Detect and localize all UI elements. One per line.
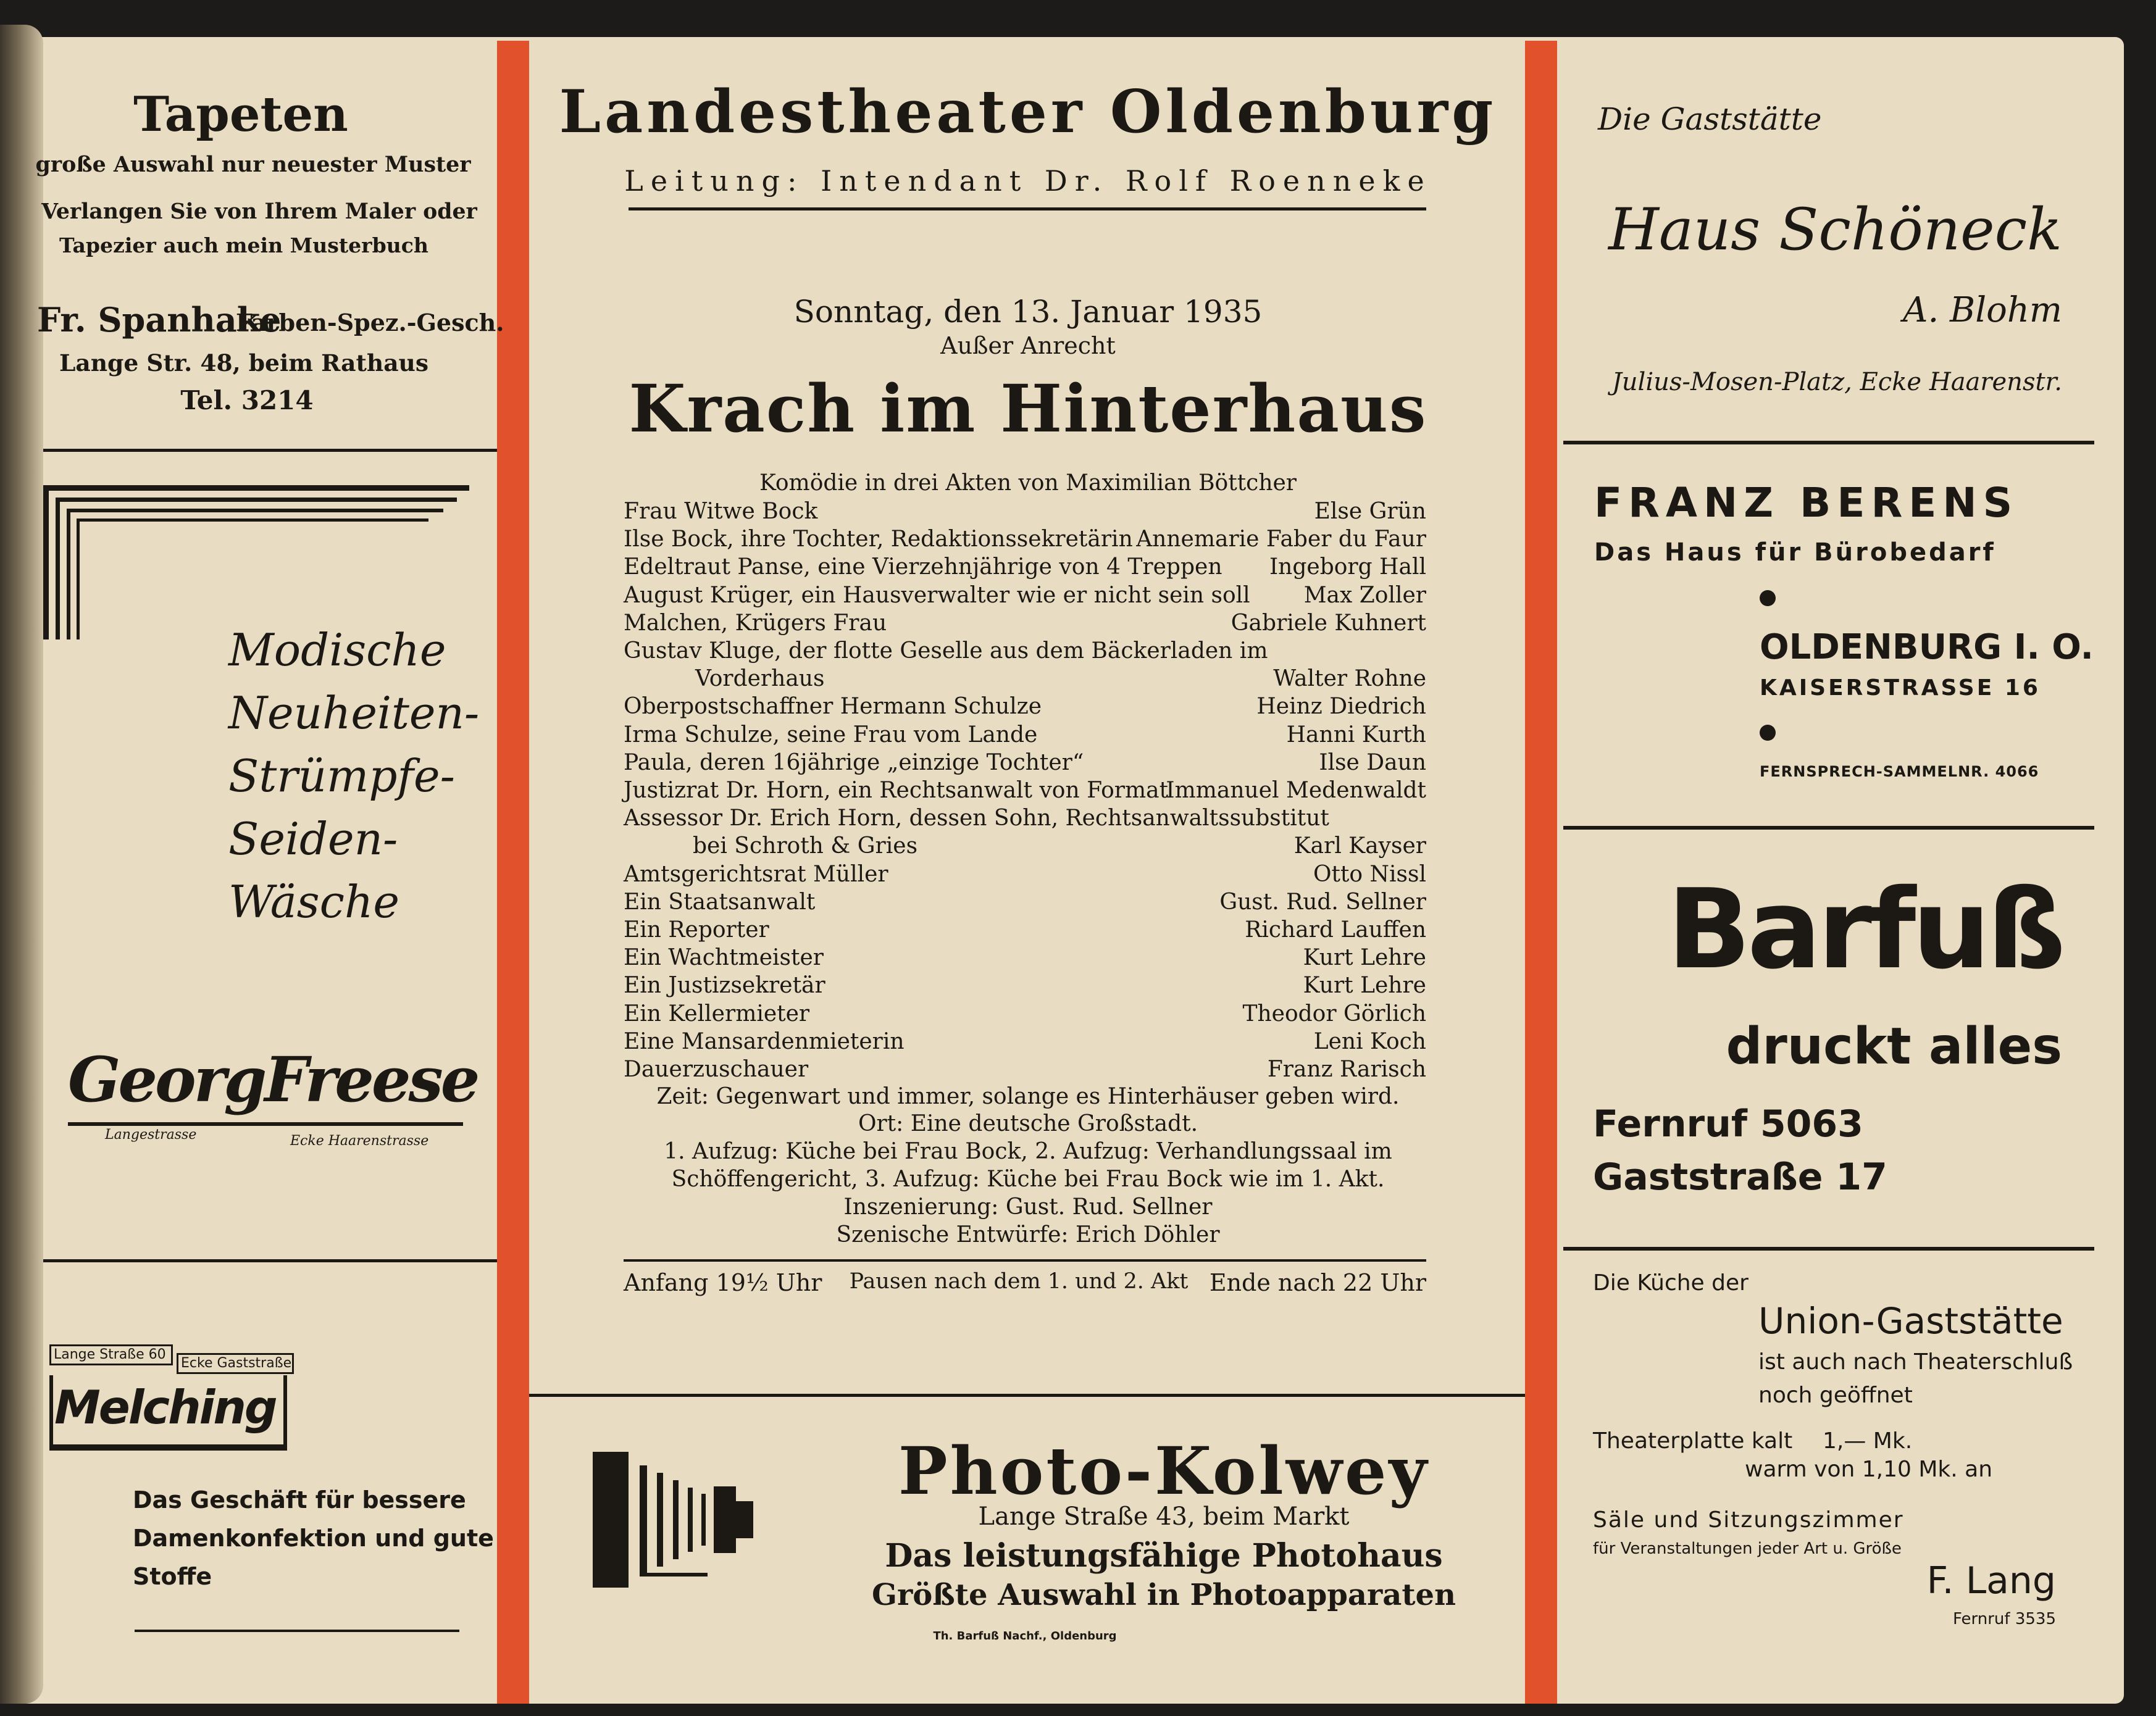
cast-row bbox=[624, 888, 1426, 916]
cast-role: Ein Wachtmeister bbox=[624, 945, 824, 971]
left-rule-1 bbox=[43, 449, 497, 452]
freese-street-right: Ecke Haarenstrasse bbox=[290, 1133, 429, 1149]
freese-logo-underline bbox=[68, 1122, 463, 1126]
left-rule-2 bbox=[43, 1259, 497, 1262]
freese-logo: GeorgFreese bbox=[68, 1043, 478, 1116]
berens-tagline: Das Haus für Bürobedarf bbox=[1594, 538, 1996, 567]
camera-bellows-icon bbox=[593, 1452, 766, 1588]
cast-actor: Ilse Daun bbox=[1319, 749, 1426, 775]
union-line1: ist auch nach Theaterschluß bbox=[1758, 1349, 2073, 1375]
melching-line2: Damenkonfektion und gute bbox=[133, 1525, 494, 1552]
photo-ad-line1: Das leistungsfähige Photohaus bbox=[885, 1537, 1443, 1575]
designs-line: Szenische Entwürfe: Erich Döhler bbox=[836, 1222, 1220, 1247]
cast-row bbox=[624, 637, 1426, 665]
cast-actor: Gust. Rud. Sellner bbox=[1219, 889, 1426, 915]
union-plate-cold: 1,— Mk. bbox=[1823, 1428, 1913, 1454]
union-rooms-sub: für Veranstaltungen jeder Art u. Größe bbox=[1593, 1539, 1902, 1558]
cast-actor: Kurt Lehre bbox=[1303, 945, 1426, 971]
cast-actor: Theodor Görlich bbox=[1242, 1001, 1426, 1027]
acts-line-2: Schöffengericht, 3. Aufzug: Küche bei Frau Bock wie im 1. Akt. bbox=[671, 1167, 1385, 1192]
melching-line3: Stoffe bbox=[133, 1563, 212, 1590]
schoeneck-address: Julius-Mosen-Platz, Ecke Haarenstr. bbox=[1611, 368, 2062, 396]
cast-role: Irma Schulze, seine Frau vom Lande bbox=[624, 722, 1038, 748]
cast-row bbox=[624, 749, 1426, 777]
tapeten-phone: Tel. 3214 bbox=[180, 385, 314, 415]
cast-actor: Kurt Lehre bbox=[1303, 973, 1426, 999]
cast-actor: Franz Rarisch bbox=[1267, 1057, 1426, 1082]
time-line: Zeit: Gegenwart und immer, solange es Hinterhäuser geben wird. bbox=[656, 1084, 1400, 1109]
right-rule-3 bbox=[1563, 1247, 2094, 1251]
berens-phone: FERNSPRECH-SAMMELNR. 4066 bbox=[1760, 763, 2039, 780]
cast-actor: Hanni Kurth bbox=[1286, 722, 1426, 748]
berens-name: FRANZ BERENS bbox=[1594, 479, 2019, 527]
cast-actor: Walter Rohne bbox=[1273, 666, 1426, 692]
theater-direction: Leitung: Intendant Dr. Rolf Roenneke bbox=[624, 164, 1432, 198]
cast-role: Malchen, Krügers Frau bbox=[624, 610, 887, 636]
barfuss-phone: Fernruf 5063 bbox=[1593, 1102, 1863, 1146]
cast-row bbox=[624, 609, 1426, 637]
cast-role: Vorderhaus bbox=[695, 666, 825, 692]
cast-actor: Else Grün bbox=[1314, 499, 1426, 524]
cast-role: Frau Witwe Bock bbox=[624, 499, 818, 524]
cast-actor: Gabriele Kuhnert bbox=[1231, 610, 1426, 636]
photo-ad-line2: Größte Auswahl in Photoapparaten bbox=[872, 1578, 1456, 1612]
right-rule-1 bbox=[1563, 441, 2094, 444]
cast-role: Ein Kellermieter bbox=[624, 1001, 810, 1027]
freese-street-left: Langestrasse bbox=[105, 1127, 197, 1143]
cast-role: Justizrat Dr. Horn, ein Rechtsanwalt von Format bbox=[624, 778, 1169, 803]
cast-role: Amtsgerichtsrat Müller bbox=[624, 861, 888, 887]
cast-row bbox=[624, 916, 1426, 944]
cast-actor: Annemarie Faber du Faur bbox=[1136, 527, 1426, 552]
deco-corner-frame-icon bbox=[43, 485, 469, 639]
book-binding-edge bbox=[0, 25, 43, 1704]
melching-rule bbox=[135, 1630, 459, 1632]
union-line2: noch geöffnet bbox=[1758, 1383, 1913, 1408]
berens-street: KAISERSTRASSE 16 bbox=[1760, 675, 2041, 701]
photo-ad-address: Lange Straße 43, beim Markt bbox=[978, 1502, 1350, 1531]
melching-line1: Das Geschäft für bessere bbox=[133, 1486, 466, 1514]
cast-role: August Krüger, ein Hausverwalter wie er nicht sein soll bbox=[624, 582, 1250, 608]
cast-role: Assessor Dr. Erich Horn, dessen Sohn, Rechtsanwaltssubstitut bbox=[624, 806, 1329, 831]
union-plate-label: Theaterplatte kalt bbox=[1593, 1428, 1793, 1454]
tapeten-firm-type: Farben-Spez.-Gesch. bbox=[236, 309, 504, 336]
freese-item-0: Modische bbox=[228, 624, 446, 676]
cast-row bbox=[624, 944, 1426, 972]
melching-tag-right: Ecke Gaststraße bbox=[177, 1353, 294, 1374]
place-line: Ort: Eine deutsche Großstadt. bbox=[858, 1111, 1198, 1136]
freese-item-4: Wäsche bbox=[228, 876, 399, 928]
cast-row bbox=[624, 581, 1426, 609]
printer-credit: Th. Barfuß Nachf., Oldenburg bbox=[933, 1630, 1117, 1643]
performance-date: Sonntag, den 13. Januar 1935 bbox=[793, 294, 1263, 330]
cast-row bbox=[624, 832, 1426, 860]
header-rule bbox=[629, 207, 1426, 210]
theater-name: Landestheater Oldenburg bbox=[559, 77, 1497, 146]
cast-actor: Max Zoller bbox=[1303, 582, 1426, 608]
pause-info: Pausen nach dem 1. und 2. Akt bbox=[849, 1269, 1189, 1294]
end-time: Ende nach 22 Uhr bbox=[1209, 1269, 1426, 1296]
cast-row bbox=[624, 693, 1426, 720]
tapeten-line3: Tapezier auch mein Musterbuch bbox=[59, 233, 428, 257]
cast-role: Ein Staatsanwalt bbox=[624, 889, 816, 915]
freese-item-3: Seiden- bbox=[228, 813, 398, 865]
cast-role: Oberpostschaffner Hermann Schulze bbox=[624, 694, 1042, 720]
berens-city: OLDENBURG I. O. bbox=[1760, 627, 2094, 667]
schoeneck-name: Haus Schöneck bbox=[1608, 196, 2062, 264]
tapeten-line1: große Auswahl nur neuester Muster bbox=[35, 152, 471, 177]
tapeten-line2: Verlangen Sie von Ihrem Maler oder bbox=[41, 199, 477, 224]
series-note: Außer Anrecht bbox=[940, 332, 1116, 359]
cast-actor: Richard Lauffen bbox=[1245, 917, 1426, 943]
bullet-dot-icon bbox=[1760, 725, 1776, 741]
cast-row bbox=[624, 665, 1426, 693]
union-plate-warm: warm von 1,10 Mk. an bbox=[1745, 1457, 1993, 1482]
cast-actor: Immanuel Medenwaldt bbox=[1166, 778, 1426, 803]
cast-row bbox=[624, 498, 1426, 525]
play-subtitle: Komödie in drei Akten von Maximilian Böttcher bbox=[759, 470, 1297, 496]
cast-row bbox=[624, 777, 1426, 804]
union-intro: Die Küche der bbox=[1593, 1270, 1749, 1296]
acts-line-1: 1. Aufzug: Küche bei Frau Bock, 2. Aufzug: Verhandlungssaal im bbox=[664, 1139, 1392, 1164]
cast-row bbox=[624, 972, 1426, 999]
red-divider-left bbox=[497, 41, 529, 1704]
cast-row bbox=[624, 1056, 1426, 1083]
red-divider-right bbox=[1525, 41, 1557, 1704]
cast-role: Paula, deren 16jährige „einzige Tochter“ bbox=[624, 749, 1084, 775]
freese-item-1: Neuheiten- bbox=[228, 687, 480, 739]
cast-row bbox=[624, 525, 1426, 553]
union-rooms: Säle und Sitzungszimmer bbox=[1593, 1507, 1904, 1533]
cast-role: Dauerzuschauer bbox=[624, 1057, 809, 1082]
staging-line: Inszenierung: Gust. Rud. Sellner bbox=[843, 1194, 1213, 1220]
tapeten-address: Lange Str. 48, beim Rathaus bbox=[59, 349, 429, 377]
cast-actor: Heinz Diedrich bbox=[1256, 694, 1426, 720]
cast-role: Edeltraut Panse, eine Vierzehnjährige von 4 Treppen bbox=[624, 554, 1222, 580]
union-name: Union-Gaststätte bbox=[1758, 1300, 2063, 1342]
cast-actor: Otto Nissl bbox=[1313, 861, 1426, 887]
cast-role: Ein Justizsekretär bbox=[624, 973, 825, 999]
cast-actor: Ingeborg Hall bbox=[1269, 554, 1426, 580]
cast-row bbox=[624, 721, 1426, 749]
start-time: Anfang 19½ Uhr bbox=[624, 1269, 822, 1296]
melching-logo: Melching bbox=[49, 1375, 287, 1451]
cast-role: Ein Reporter bbox=[624, 917, 769, 943]
union-owner: F. Lang bbox=[1926, 1559, 2056, 1602]
cast-role: Ilse Bock, ihre Tochter, Redaktionssekretärin bbox=[624, 527, 1133, 552]
cast-role: bei Schroth & Gries bbox=[693, 833, 918, 859]
bullet-dot-icon bbox=[1760, 590, 1776, 606]
freese-item-2: Strümpfe- bbox=[228, 750, 455, 802]
cast-actor: Karl Kayser bbox=[1293, 833, 1426, 859]
right-rule-2 bbox=[1563, 826, 2094, 830]
schoeneck-owner: A. Blohm bbox=[1903, 290, 2062, 330]
cast-row bbox=[624, 804, 1426, 832]
cast-row bbox=[624, 553, 1426, 581]
photo-ad-name: Photo-Kolwey bbox=[898, 1432, 1430, 1509]
barfuss-address: Gaststraße 17 bbox=[1593, 1156, 1887, 1199]
barfuss-name: Barfuß bbox=[1667, 865, 2062, 993]
barfuss-tagline: druckt alles bbox=[1726, 1017, 2062, 1076]
union-phone: Fernruf 3535 bbox=[1953, 1610, 2056, 1628]
play-title: Krach im Hinterhaus bbox=[629, 370, 1427, 447]
tapeten-firm: Fr. Spanhake bbox=[37, 300, 282, 339]
cast-actor: Leni Koch bbox=[1313, 1028, 1426, 1054]
times-rule bbox=[624, 1259, 1426, 1262]
cast-role: Gustav Kluge, der flotte Geselle aus dem Bäckerladen im bbox=[624, 638, 1268, 664]
cast-role: Eine Mansardenmieterin bbox=[624, 1028, 905, 1054]
tapeten-title: Tapeten bbox=[133, 86, 348, 143]
photo-ad-rule bbox=[529, 1394, 1525, 1397]
schoeneck-intro: Die Gaststätte bbox=[1598, 101, 1822, 137]
melching-tag-left: Lange Straße 60 bbox=[49, 1344, 173, 1365]
cast-row bbox=[624, 1000, 1426, 1028]
cast-row bbox=[624, 860, 1426, 888]
cast-row bbox=[624, 1028, 1426, 1056]
